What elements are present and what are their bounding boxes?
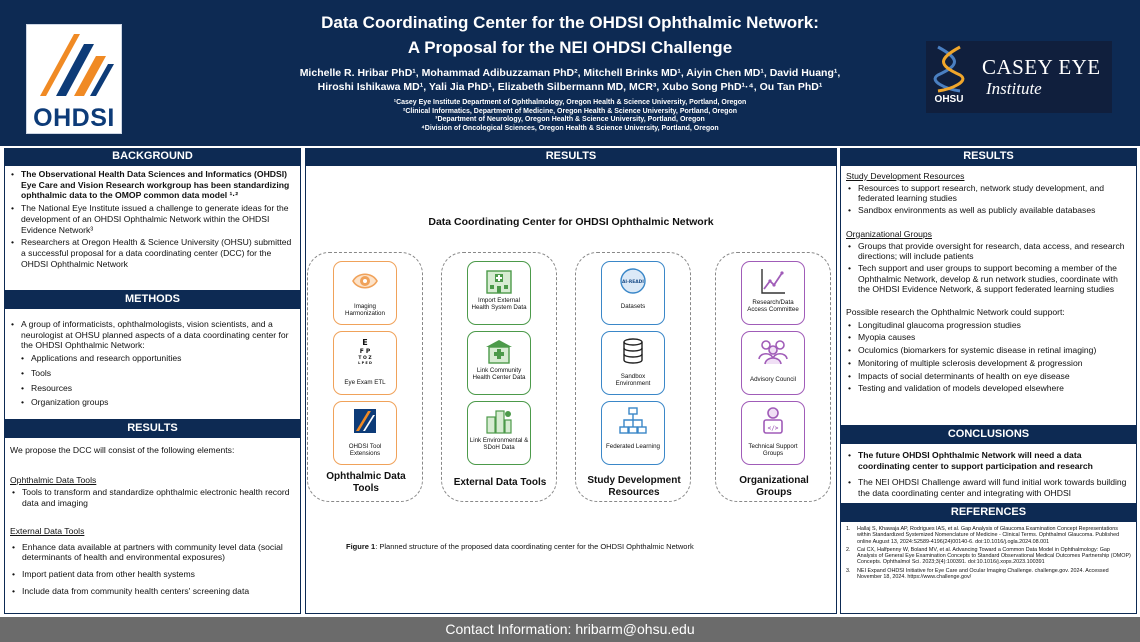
ohdsi-logo-icon	[34, 30, 116, 102]
group-organizational	[715, 252, 831, 502]
ohdsi-tool-extensions-label: OHDSI Tool Extensions	[348, 443, 382, 458]
federated-learning-box	[601, 401, 665, 465]
svg-text:E: E	[362, 338, 368, 347]
methods-subitem-2: • Tools	[9, 368, 296, 379]
possible-item-5: • Impacts of social determinants of health on eye disease	[846, 371, 1131, 382]
results-intro: We propose the DCC will consist of the following elements:	[10, 445, 235, 455]
possible-item-6: • Testing and validation of models developed elsewhere	[846, 383, 1131, 394]
people-icon	[758, 337, 788, 365]
technical-support-label: Technical Support Groups	[748, 443, 798, 458]
svg-text:</>: </>	[767, 425, 779, 432]
imaging-harmonization-label: Imaging Harmonization	[345, 303, 385, 318]
sandbox-environment-label: Sandbox Environment	[615, 373, 651, 388]
figure-caption-text: : Planned structure of the proposed data coordinating center for the OHDSI Ophthalmic Network	[375, 542, 694, 551]
link-community-label: Link Community Health Center Data	[472, 367, 526, 382]
reference-1: 1. Hallaj S, Khawaja AP, Rodrigues IAS, et al. Gap Analysis of Glaucoma Examination Concept Representations within Standardized Systemized Nomenclature of Medicine - Clinical Terms. Ophthalmol Glaucoma. Published online August 13, 2024:S2589-4196(24)00140-6. doi:10.1016/j.ogla.2024.08.001	[846, 526, 1120, 545]
advisory-council-label: Advisory Council	[749, 376, 797, 383]
external-tools-item-3: • Include data from community health centers' screening data	[10, 586, 295, 597]
title-line-2: A Proposal for the NEI OHDSI Challenge	[407, 38, 733, 57]
database-icon	[618, 337, 648, 365]
import-external-label: Import External Health System Data	[471, 297, 527, 312]
casey-eye-text: CASEY EYE	[982, 55, 1101, 79]
affiliation-2: ²Clinical Informatics, Department of Medicine, Oregon Health & Science University, Portland, Oregon	[403, 107, 737, 115]
references-section	[840, 521, 1137, 614]
federated-learning-label: Federated Learning	[605, 443, 660, 450]
group-ophthalmic-title-line-2: Tools	[353, 483, 379, 494]
author-list	[150, 66, 990, 94]
ohdsi-logo-text: OHDSI	[33, 104, 115, 132]
code-person-icon	[758, 407, 788, 435]
results-right-section	[840, 165, 1137, 426]
results-left-heading: RESULTS	[4, 420, 301, 437]
affiliation-list	[150, 99, 990, 133]
network-icon	[618, 407, 648, 435]
svg-text:L P E D: L P E D	[358, 361, 372, 365]
methods-section	[4, 308, 301, 420]
clinic-icon	[484, 337, 514, 365]
group-study-title-line-2: Resources	[608, 487, 660, 498]
dataset-badge-icon	[618, 267, 648, 295]
references-heading: REFERENCES	[840, 504, 1137, 521]
eye-exam-etl-box	[333, 331, 397, 395]
affiliation-1: ¹Casey Eye Institute Department of Ophthalmology, Oregon Health & Science University, Portland, Oregon	[393, 99, 747, 106]
background-heading: BACKGROUND	[4, 148, 301, 165]
possible-item-4: • Monitoring of multiple sclerosis development & progression	[846, 358, 1131, 369]
line-chart-icon	[758, 267, 788, 295]
import-external-box	[467, 261, 531, 325]
conclusions-section	[840, 443, 1137, 504]
results-right-heading: RESULTS	[840, 148, 1137, 165]
title-line-1: Data Coordinating Center for the OHDSI Ophthalmic Network:	[321, 13, 819, 32]
ophthalmic-tools-heading: Ophthalmic Data Tools	[10, 474, 97, 485]
group-study-title-line-1: Study Development	[587, 475, 681, 486]
conclusions-heading: CONCLUSIONS	[840, 426, 1137, 443]
methods-subitem-3: • Resources	[9, 383, 296, 394]
eye-icon	[350, 267, 380, 295]
possible-research-intro: Possible research the Ophthalmic Network could support:	[846, 307, 1065, 318]
ohdsi-logo	[26, 24, 122, 134]
results-left-section	[4, 437, 301, 614]
link-community-box	[467, 331, 531, 395]
city-icon	[484, 407, 514, 435]
results-center-heading: RESULTS	[305, 148, 837, 165]
study-dev-item-2: • Sandbox environments as well as publicly available databases	[846, 205, 1131, 216]
hospital-icon	[484, 267, 514, 295]
reference-3: 3. NEI Expand OHDSI Initiative for Eye Care and Ocular Imaging Challenge. challenge.gov. 2024. Accessed November 18, 2024. https://www.challenge.gov/	[846, 567, 1109, 581]
contact-footer: Contact Information: hribarm@ohsu.edu	[0, 617, 1140, 642]
research-access-label: Research/Data Access Committee	[747, 299, 799, 314]
org-groups-item-1: • Groups that provide oversight for research, data access, and research directions; will include patients	[846, 241, 1131, 262]
group-study-title	[576, 475, 692, 499]
figure-caption-label: Figure 1	[346, 542, 376, 551]
dna-helix-icon	[932, 45, 966, 93]
org-groups-heading: Organizational Groups	[846, 228, 932, 239]
svg-text:AI-READI: AI-READI	[622, 280, 644, 285]
study-dev-heading: Study Development Resources	[846, 171, 965, 181]
group-organizational-title-line-1: Organizational	[739, 475, 809, 486]
group-ophthalmic-title-line-1: Ophthalmic Data	[326, 471, 406, 482]
reference-2: 2. Cai CX, Halfpenny W, Boland MV, et al. Advancing Toward a Common Data Model in Ophthalmology: Gap Analysis of General Eye Examination Concepts to Standard Observational Medical Outcomes Partnership (OMOP) Concepts. Ophthalmol Sci. 2023;3(4):100391. doi:10.1016/j.xops.2023.100391	[846, 546, 1131, 566]
authors-line-2: Hiroshi Ishikawa MD¹, Yali Jia PhD¹, Elizabeth Silbermann MD, MCR³, Xubo Song PhD¹·⁴, Ou Tan PhD¹	[317, 81, 823, 93]
ophthalmic-tools-item: • Tools to transform and standardize ophthalmic electronic health record data and imaging	[10, 487, 295, 508]
technical-support-box	[741, 401, 805, 465]
ohdsi-tool-extensions-box	[333, 401, 397, 465]
group-organizational-title	[716, 475, 832, 499]
link-environmental-box	[467, 401, 531, 465]
group-study-development	[575, 252, 691, 502]
casey-eye-logo	[926, 41, 1112, 113]
affiliation-3: ³Department of Neurology, Oregon Health & Science University, Portland, Oregon	[435, 116, 705, 123]
poster-title	[150, 10, 990, 60]
group-external-data-tools	[441, 252, 557, 502]
group-external-title-line-1: External Data Tools	[453, 477, 547, 488]
external-tools-item-1: • Enhance data available at partners with community level data (social determinants of health and environmental exposures)	[10, 542, 295, 563]
methods-intro: • A group of informaticists, ophthalmologists, vision scientists, and a neurologist at OHSU planned aspects of a data coordinating center for the OHDSI Ophthalmic Network:	[9, 319, 296, 351]
eye-exam-etl-label: Eye Exam ETL	[344, 379, 386, 386]
poster-header	[0, 0, 1140, 146]
methods-heading: METHODS	[4, 291, 301, 308]
possible-item-2: • Myopia causes	[846, 332, 1131, 343]
org-groups-item-2: • Tech support and user groups to support becoming a member of the Ophthalmic Network, develop & run network studies, coordinate with the OHDSI Evidence Network, & support federated learning studies	[846, 263, 1131, 295]
group-organizational-title-line-2: Groups	[756, 487, 792, 498]
group-ophthalmic-title	[308, 471, 424, 495]
svg-text:F P: F P	[359, 348, 371, 355]
eye-chart-icon	[350, 337, 380, 365]
group-external-title	[442, 477, 558, 489]
advisory-council-box	[741, 331, 805, 395]
background-item-3: • Researchers at Oregon Health & Science University (OHSU) submitted a successful proposal for a data coordinating center (DCC) for the OHDSI Ophthalmic Network	[9, 237, 296, 269]
authors-line-1: Michelle R. Hribar PhD¹, Mohammad Adibuzzaman PhD², Mitchell Brinks MD¹, Aiyin Chen MD¹, David Huang¹,	[299, 67, 841, 79]
sandbox-environment-box	[601, 331, 665, 395]
study-dev-item-1: • Resources to support research, network study development, and federated learning studies	[846, 183, 1131, 204]
institute-text: Institute	[986, 79, 1042, 98]
svg-text:T O Z: T O Z	[358, 356, 372, 361]
ohdsi-logo-icon	[350, 407, 380, 435]
background-item-2: • The National Eye Institute issued a challenge to generate ideas for the development of an OHDSI Ophthalmic Network within the OHDSI Evidence Network³	[9, 203, 296, 235]
group-ophthalmic-data-tools	[307, 252, 423, 502]
background-item-1: • The Observational Health Data Sciences and Informatics (OHDSI) Eye Care and Vision Research workgroup has been standardizing ophthalmic data to the OMOP common data model ¹·²	[9, 169, 296, 201]
methods-subitem-4: • Organization groups	[9, 397, 296, 408]
possible-item-1: • Longitudinal glaucoma progression studies	[846, 320, 1131, 331]
conclusion-item-1: • The future OHDSI Ophthalmic Network will need a data coordinating center to support participation and research	[846, 450, 1131, 471]
link-environmental-label: Link Environmental & SDoH Data	[469, 437, 529, 452]
ohsu-text: OHSU	[934, 94, 964, 105]
diagram-title: Data Coordinating Center for OHDSI Ophthalmic Network	[428, 216, 714, 228]
external-tools-item-2: • Import patient data from other health systems	[10, 569, 295, 580]
datasets-box	[601, 261, 665, 325]
conclusion-item-2: • The NEI OHDSI Challenge award will fund initial work towards building the data coordinating center and integrating with OHDSI	[846, 477, 1131, 498]
external-tools-heading: External Data Tools	[10, 525, 85, 536]
figure-caption	[346, 542, 694, 551]
datasets-label: Datasets	[620, 303, 646, 310]
methods-subitem-1: • Applications and research opportunities	[9, 353, 296, 364]
research-access-box	[741, 261, 805, 325]
affiliation-4: ⁴Division of Oncological Sciences, Oregon Health & Science University, Portland, Oregon	[421, 124, 719, 132]
background-section	[4, 165, 301, 291]
imaging-harmonization-box	[333, 261, 397, 325]
possible-item-3: • Oculomics (biomarkers for systemic disease in retinal imaging)	[846, 345, 1131, 356]
